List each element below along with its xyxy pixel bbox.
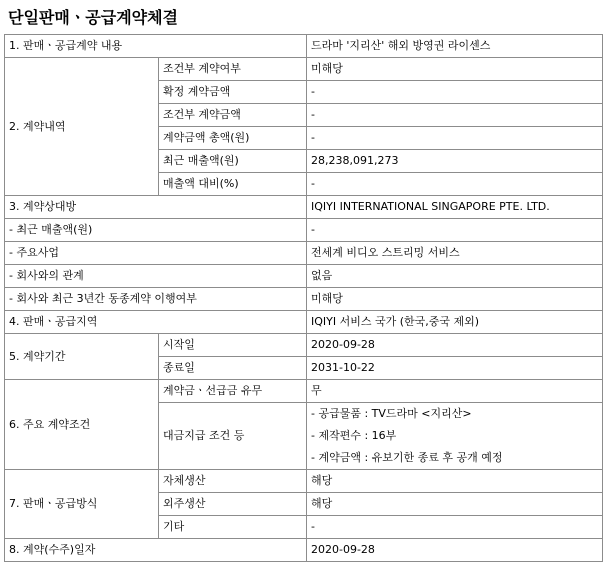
sub-label: 조건부 계약금액 xyxy=(159,104,307,127)
sub-label: 조건부 계약여부 xyxy=(159,58,307,81)
table-row xyxy=(5,219,603,242)
row-label: 1. 판매ㆍ공급계약 내용 xyxy=(5,35,307,58)
row-value: - xyxy=(307,81,603,104)
row-label: 8. 계약(수주)일자 xyxy=(5,539,307,562)
row-value: IQIYI INTERNATIONAL SINGAPORE PTE. LTD. xyxy=(307,196,603,219)
table-row xyxy=(5,288,603,311)
row-label: 3. 계약상대방 xyxy=(5,196,307,219)
row-value: - xyxy=(307,219,603,242)
sub-label: 계약금액 총액(원) xyxy=(159,127,307,150)
sub-label: 확정 계약금액 xyxy=(159,81,307,104)
row-value: 미해당 xyxy=(307,58,603,81)
row-value: 해당 xyxy=(307,493,603,516)
row-value: 무 xyxy=(307,380,603,403)
table-row xyxy=(5,539,603,562)
row-value: 2020-09-28 xyxy=(307,539,603,562)
sub-label: 외주생산 xyxy=(159,493,307,516)
payment-terms-line: - 공급물품 : TV드라마 <지리산> xyxy=(311,407,472,420)
row-value: 미해당 xyxy=(307,288,603,311)
row-value: - xyxy=(307,127,603,150)
table-row xyxy=(5,35,603,58)
table-row xyxy=(5,311,603,334)
disclosure-table xyxy=(4,34,603,562)
row-value: 2031-10-22 xyxy=(307,357,603,380)
payment-terms-line: - 계약금액 : 유보기한 종료 후 공개 예정 xyxy=(311,451,503,464)
row-label: 5. 계약기간 xyxy=(5,334,159,380)
row-value: - xyxy=(307,104,603,127)
row-label: 6. 주요 계약조건 xyxy=(5,380,159,470)
sub-label: 최근 매출액(원) xyxy=(159,150,307,173)
row-value: - xyxy=(307,516,603,539)
table-row xyxy=(5,196,603,219)
row-label: - 주요사업 xyxy=(5,242,307,265)
page-title: 단일판매ㆍ공급계약체결 xyxy=(8,8,179,27)
row-value: 해당 xyxy=(307,470,603,493)
table-row xyxy=(5,334,603,357)
table-row xyxy=(5,380,603,403)
table-row xyxy=(5,265,603,288)
sub-label: 자체생산 xyxy=(159,470,307,493)
row-value: 28,238,091,273 xyxy=(307,150,603,173)
row-value: 2020-09-28 xyxy=(307,334,603,357)
row-label: 7. 판매ㆍ공급방식 xyxy=(5,470,159,539)
sub-label: 계약금ㆍ선급금 유무 xyxy=(159,380,307,403)
sub-label: 시작일 xyxy=(159,334,307,357)
payment-terms-cell xyxy=(307,403,603,470)
payment-terms-line: - 제작편수 : 16부 xyxy=(311,429,397,442)
row-value: 없음 xyxy=(307,265,603,288)
sub-label: 기타 xyxy=(159,516,307,539)
row-label: - 회사와 최근 3년간 동종계약 이행여부 xyxy=(5,288,307,311)
sub-label: 매출액 대비(%) xyxy=(159,173,307,196)
sub-label: 대금지급 조건 등 xyxy=(159,403,307,470)
table-row xyxy=(5,242,603,265)
row-label: 4. 판매ㆍ공급지역 xyxy=(5,311,307,334)
row-value: 드라마 '지리산' 해외 방영권 라이센스 xyxy=(307,35,603,58)
table-row xyxy=(5,58,603,81)
table-row xyxy=(5,470,603,493)
row-label: - 회사와의 관계 xyxy=(5,265,307,288)
row-label: - 최근 매출액(원) xyxy=(5,219,307,242)
row-value: IQIYI 서비스 국가 (한국,중국 제외) xyxy=(307,311,603,334)
row-value: - xyxy=(307,173,603,196)
sub-label: 종료일 xyxy=(159,357,307,380)
row-label: 2. 계약내역 xyxy=(5,58,159,196)
row-value: 전세계 비디오 스트리밍 서비스 xyxy=(307,242,603,265)
